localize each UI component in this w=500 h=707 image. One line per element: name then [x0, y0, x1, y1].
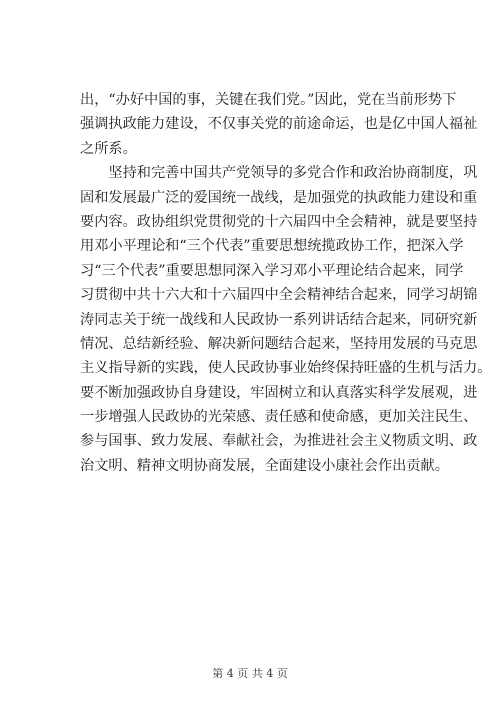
- page-footer: [0, 665, 500, 681]
- body-text: [80, 88, 492, 478]
- text-line: 出，“办好中国的事，关键在我们党。”因此，党在当前形势下: [80, 92, 457, 108]
- text-line: 主义指导新的实践，使人民政协事业始终保持旺盛的生机与活力。: [80, 360, 492, 377]
- text-line: 参与国事、致力发展、奉献社会，为推进社会主义物质文明、政: [80, 433, 478, 450]
- text-line: 坚持和完善中国共产党领导的多党合作和政治协商制度，巩: [80, 165, 478, 182]
- text-line: 习贯彻中共十六大和十六届四中全会精神结合起来，同学习胡锦: [80, 287, 478, 304]
- text-line: 情况、总结新经验、解决新问题结合起来，坚持用发展的马克思: [80, 335, 478, 352]
- text-line: 要内容。政协组织党贯彻党的十六届四中全会精神，就是要坚持: [80, 213, 478, 230]
- text-line: 一步增强人民政协的光荣感、责任感和使命感，更加关注民生、: [80, 409, 478, 426]
- text-line: 习“三个代表”重要思想同深入学习邓小平理论结合起来，同学: [80, 262, 464, 279]
- text-line: 强调执政能力建设，不仅事关党的前途命运，也是亿中国人福祉: [80, 116, 478, 133]
- text-line: 要不断加强政协自身建设，牢固树立和认真落实科学发展观，进: [80, 384, 478, 401]
- text-line: 涛同志关于统一战线和人民政协一系列讲话结合起来，同研究新: [80, 311, 478, 328]
- text-line: 固和发展最广泛的爱国统一战线，是加强党的执政能力建设和重: [80, 189, 478, 206]
- text-line: 治文明、精神文明协商发展，全面建设小康社会作出贡献。: [80, 457, 449, 474]
- page-number: 第 4 页 共 4 页: [212, 667, 288, 680]
- text-line: 用邓小平理论和“三个代表”重要思想统揽政协工作，把深入学: [80, 238, 464, 255]
- text-line: 之所系。: [80, 140, 137, 157]
